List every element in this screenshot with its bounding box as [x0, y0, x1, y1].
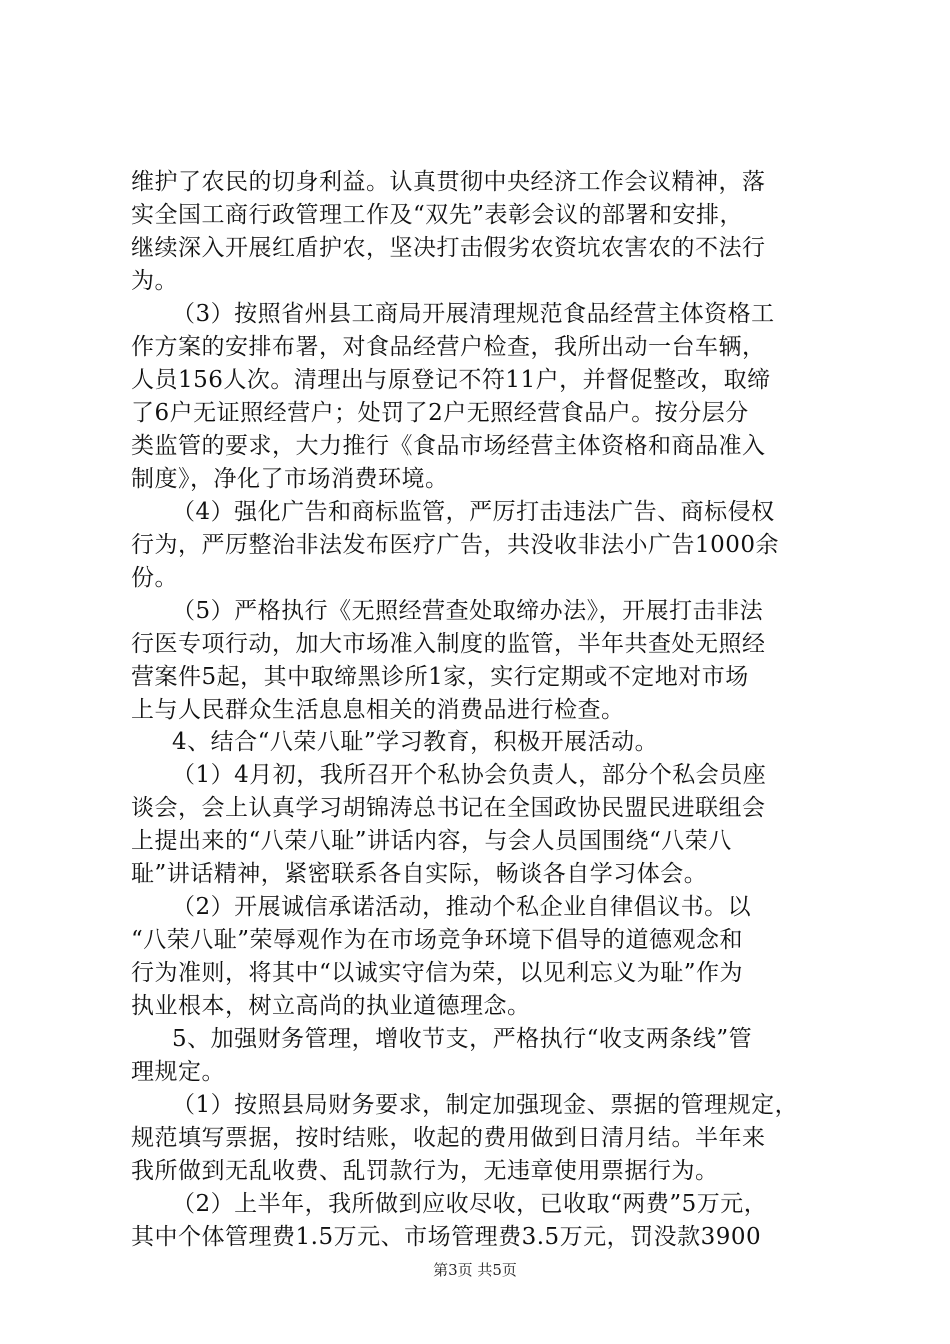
body-line: 行为准则，将其中“以诚实守信为荣，以见利忘义为耻”作为	[131, 960, 744, 986]
body-line: （2）上半年，我所做到应收尽收，已收取“两费”5万元，	[172, 1191, 768, 1217]
body-line: 维护了农民的切身利益。认真贯彻中央经济工作会议精神，落	[131, 169, 766, 195]
body-line: 上与人民群众生活息息相关的消费品进行检查。	[131, 697, 625, 723]
body-line: 行医专项行动，加大市场准入制度的监管，半年共查处无照经	[131, 631, 766, 657]
body-line: 实全国工商行政管理工作及“双先”表彰会议的部署和安排，	[131, 202, 744, 228]
body-line: 我所做到无乱收费、乱罚款行为，无违章使用票据行为。	[131, 1158, 719, 1184]
body-line: 营案件5起，其中取缔黑诊所1家，实行定期或不定地对市场	[131, 664, 749, 690]
body-line: （2）开展诚信承诺活动，推动个私企业自律倡议书。以	[172, 894, 752, 920]
body-line: 谈会，会上认真学习胡锦涛总书记在全国政协民盟民进联组会	[131, 795, 766, 821]
body-line: 份。	[131, 565, 178, 591]
body-line: 了6户无证照经营户；处罚了2户无照经营食品户。按分层分	[131, 400, 749, 426]
body-line: 作方案的安排布署，对食品经营户检查，我所出动一台车辆，	[131, 334, 766, 360]
body-line: （1）4月初，我所召开个私协会负责人，部分个私会员座	[172, 762, 767, 788]
body-line: （5）严格执行《无照经营查处取缔办法》，开展打击非法	[172, 598, 764, 624]
body-line: 规范填写票据，按时结账，收起的费用做到日清月结。半年来	[131, 1125, 766, 1151]
body-line: 上提出来的“八荣八耻”讲话内容，与会人员国围绕“八荣八	[131, 828, 732, 854]
section-heading: 4、结合“八荣八耻”学习教育，积极开展活动。	[172, 729, 659, 755]
body-line: 耻”讲话精神，紧密联系各自实际，畅谈各自学习体会。	[131, 861, 708, 887]
body-line: （1）按照县局财务要求，制定加强现金、票据的管理规定，	[172, 1092, 799, 1118]
page-number-footer: 第3页 共5页	[433, 1261, 517, 1279]
section-heading: 5、加强财务管理，增收节支，严格执行“收支两条线”管	[172, 1026, 753, 1052]
body-line: 类监管的要求，大力推行《食品市场经营主体资格和商品准入	[131, 433, 766, 459]
body-line: 其中个体管理费1.5万元、市场管理费3.5万元，罚没款3900	[131, 1224, 762, 1250]
body-line: 理规定。	[131, 1059, 225, 1085]
body-line: （3）按照省州县工商局开展清理规范食品经营主体资格工	[172, 301, 775, 327]
body-line: （4）强化广告和商标监管，严厉打击违法广告、商标侵权	[172, 499, 775, 525]
body-line: 执业根本，树立高尚的执业道德理念。	[131, 993, 531, 1019]
body-line: 行为，严厉整治非法发布医疗广告，共没收非法小广告1000余	[131, 532, 780, 558]
body-line: 为。	[131, 268, 178, 294]
body-line: 制度》，净化了市场消费环境。	[131, 466, 449, 492]
body-line: 继续深入开展红盾护农，坚决打击假劣农资坑农害农的不法行	[131, 235, 766, 261]
body-line: 人员156人次。清理出与原登记不符11户，并督促整改，取缔	[131, 367, 771, 393]
body-line: “八荣八耻”荣辱观作为在市场竞争环境下倡导的道德观念和	[131, 927, 744, 953]
